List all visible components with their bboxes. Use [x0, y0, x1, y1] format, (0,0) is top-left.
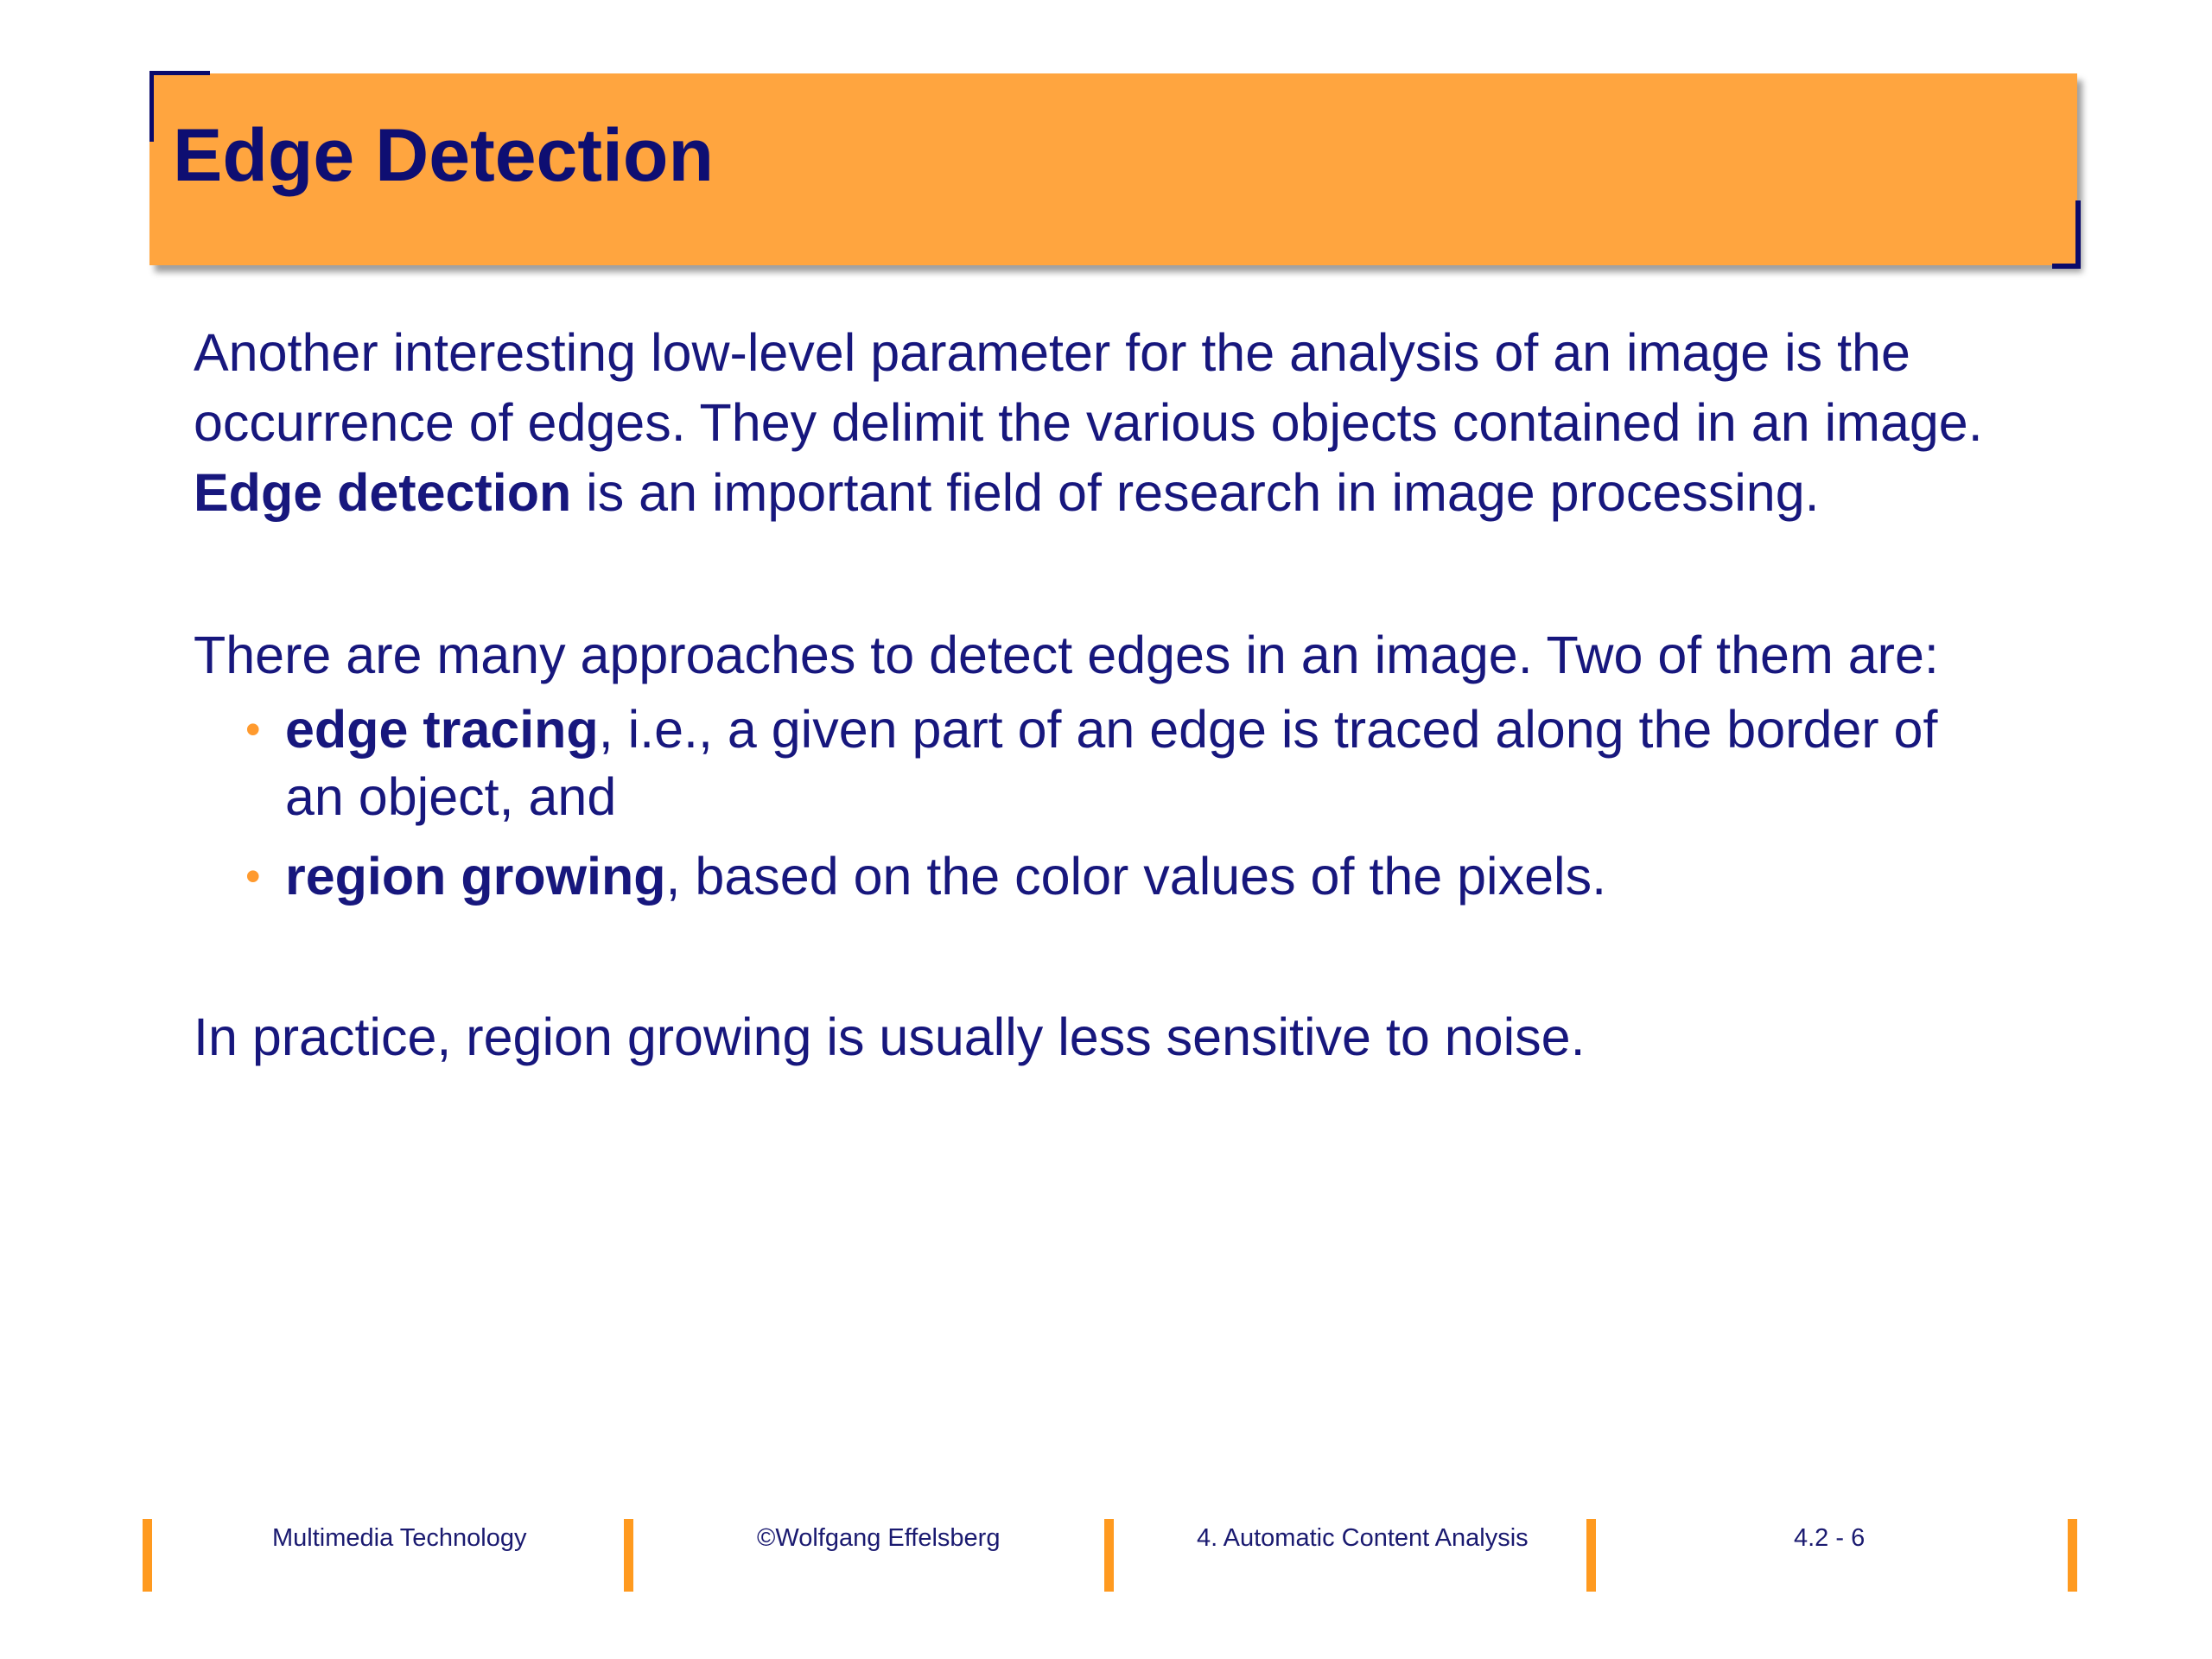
- bold-term: region growing: [285, 847, 666, 906]
- list-item-text: an object, and: [285, 767, 617, 826]
- bold-term: Edge detection: [194, 463, 572, 522]
- footer-chapter: 4. Automatic Content Analysis: [1197, 1524, 1529, 1552]
- footer-divider: [1104, 1519, 1114, 1592]
- list-item-text: , based on the color values of the pixels.: [665, 847, 1607, 906]
- footer-divider: [624, 1519, 633, 1592]
- approaches-intro: There are many approaches to detect edges in an image. Two of them are:: [194, 626, 1939, 684]
- title-corner-mark: [149, 71, 210, 75]
- list-item-text: , i.e., a given part of an edge is traced along the border of: [598, 700, 1938, 759]
- paragraph-line: [194, 458, 2120, 528]
- title-corner-mark: [149, 71, 154, 142]
- footer-author: ©Wolfgang Effelsberg: [757, 1524, 1001, 1552]
- paragraph-text: is an important field of research in image processing.: [571, 463, 1820, 522]
- footer-page-number: 4.2 - 6: [1794, 1524, 1866, 1552]
- bold-term: edge tracing: [285, 700, 599, 759]
- slide-body: [194, 318, 2120, 1072]
- title-corner-mark: [2075, 200, 2081, 269]
- slide-title: Edge Detection: [173, 114, 714, 197]
- footer-divider: [2068, 1519, 2077, 1592]
- footer-divider: [1586, 1519, 1596, 1592]
- list-item: [194, 842, 2120, 910]
- conclusion-paragraph: In practice, region growing is usually less sensitive to noise.: [194, 1007, 1586, 1066]
- bullet-icon: •: [245, 705, 261, 753]
- paragraph-line: Another interesting low-level parameter for the analysis of an image is the: [194, 323, 1910, 382]
- footer-course: Multimedia Technology: [272, 1524, 527, 1552]
- list-item: [194, 696, 2120, 830]
- paragraph-line: occurrence of edges. They delimit the various objects contained in an image.: [194, 393, 1983, 452]
- approaches-list: [194, 696, 2120, 910]
- bullet-icon: •: [245, 852, 261, 900]
- footer-divider: [143, 1519, 152, 1592]
- intro-paragraph: [194, 318, 2120, 528]
